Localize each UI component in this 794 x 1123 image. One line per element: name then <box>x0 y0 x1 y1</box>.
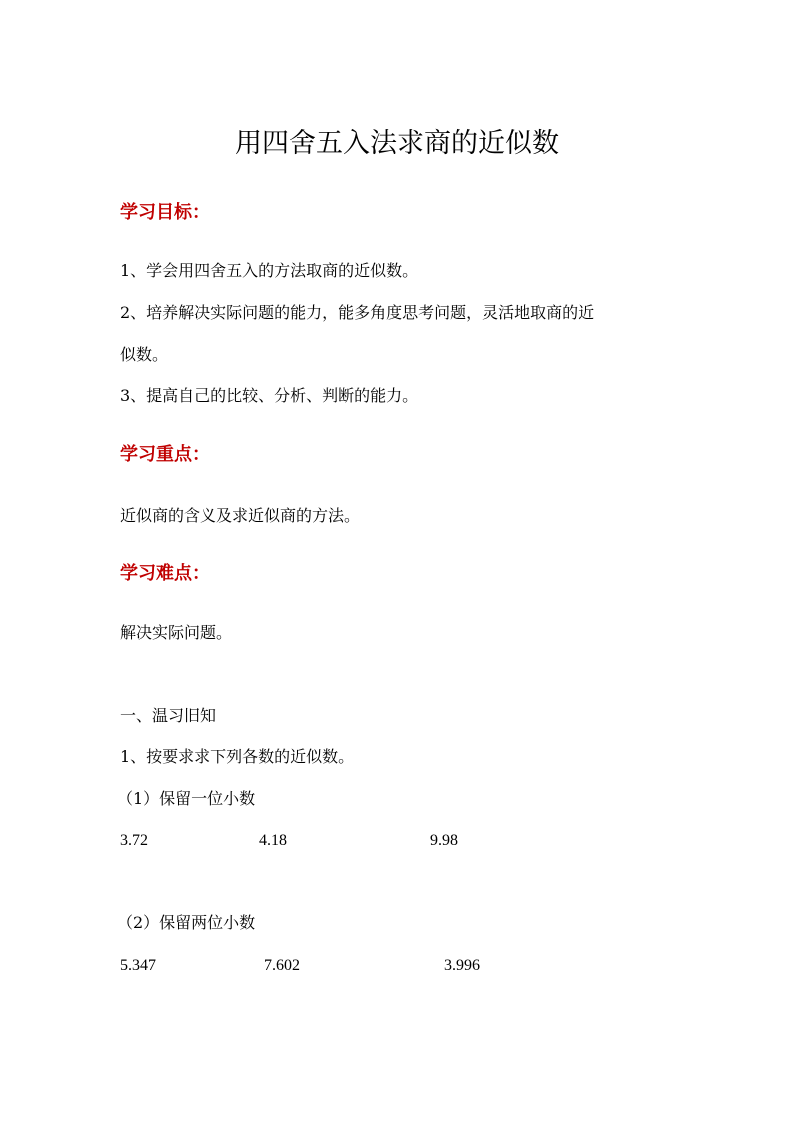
goal-item-2-continued: 似数。 <box>120 345 169 364</box>
goals-heading: 学习目标： <box>120 202 210 223</box>
part1-number-1: 3.72 <box>120 832 148 849</box>
keypoint-heading: 学习重点： <box>120 444 210 465</box>
goal-item-3: 3、提高自己的比较、分析、判断的能力。 <box>120 386 419 405</box>
part2-number-3: 3.996 <box>444 957 480 974</box>
part1-number-2: 4.18 <box>259 832 287 849</box>
part2-number-1: 5.347 <box>120 957 156 974</box>
keypoint-text: 近似商的含义及求近似商的方法。 <box>120 506 361 525</box>
difficulty-heading: 学习难点： <box>120 563 210 584</box>
difficulty-text: 解决实际问题。 <box>120 623 233 642</box>
review-question: 1、按要求求下列各数的近似数。 <box>120 747 355 766</box>
part2-label: （2）保留两位小数 <box>117 913 256 932</box>
goal-item-1: 1、学会用四舍五入的方法取商的近似数。 <box>120 261 419 280</box>
review-section-title: 一、温习旧知 <box>120 706 217 725</box>
goal-item-2: 2、培养解决实际问题的能力，能多角度思考问题，灵活地取商的近 <box>120 303 595 322</box>
part1-number-3: 9.98 <box>430 832 458 849</box>
document-title: 用四舍五入法求商的近似数 <box>235 128 559 159</box>
part1-label: （1）保留一位小数 <box>117 789 256 808</box>
part2-number-2: 7.602 <box>264 957 300 974</box>
